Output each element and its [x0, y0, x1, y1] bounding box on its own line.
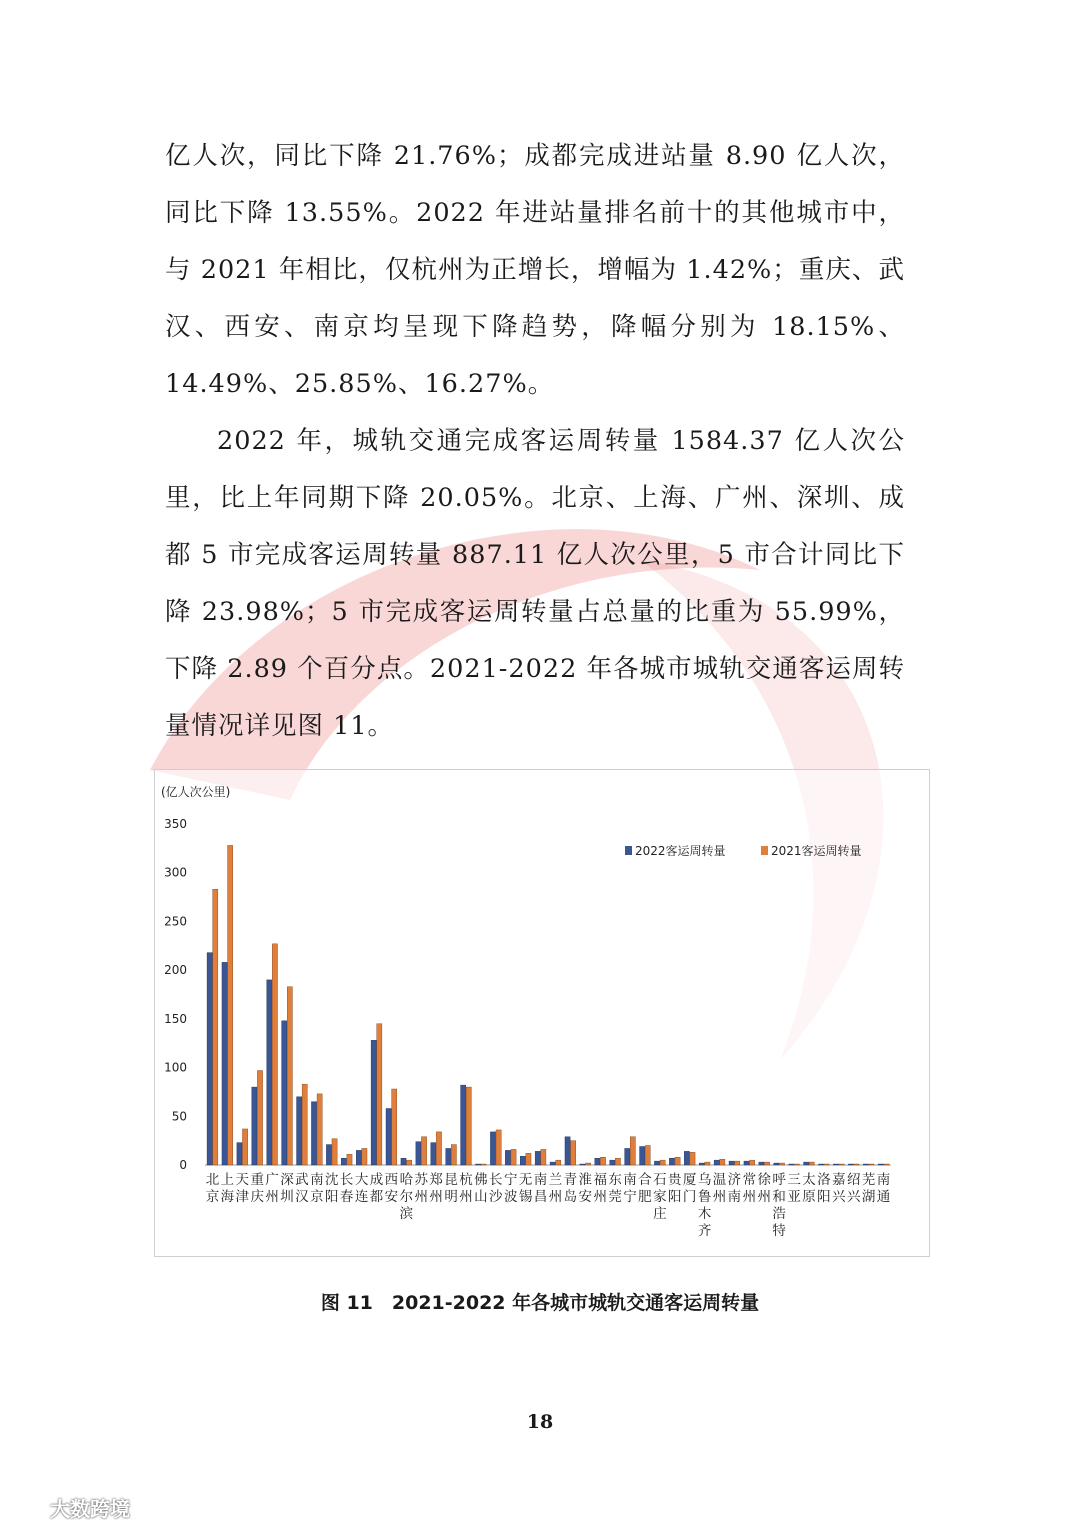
- x-tick-label: 武汉: [295, 1172, 309, 1205]
- x-tick-label: 嘉兴: [832, 1172, 846, 1205]
- x-tick-label: 合肥: [638, 1172, 652, 1205]
- x-tick-label: 兰州: [548, 1172, 563, 1205]
- y-axis-label: (亿人次公里): [161, 785, 231, 799]
- x-tick-label: 三亚: [787, 1172, 801, 1205]
- x-tick-label: 常州: [742, 1172, 757, 1205]
- bar-2022: [222, 962, 227, 1165]
- bar-2021: [600, 1157, 605, 1165]
- legend-label-2021: 2021客运周转量: [771, 844, 862, 858]
- bar-2022: [446, 1148, 451, 1165]
- x-tick-label: 大连: [354, 1172, 369, 1205]
- x-tick-label: 郑州: [429, 1172, 443, 1205]
- bar-2021: [392, 1089, 397, 1165]
- x-tick-label: 北京: [205, 1172, 220, 1205]
- x-tick-label: 长春: [339, 1172, 354, 1205]
- bar-2022: [475, 1164, 480, 1165]
- figure-11: [154, 769, 930, 1257]
- bar-2021: [466, 1087, 471, 1165]
- bar-2021: [839, 1164, 844, 1165]
- x-tick-label: 乌鲁木齐: [697, 1172, 712, 1239]
- bar-2022: [848, 1164, 853, 1165]
- x-tick-label: 沈阳: [325, 1172, 339, 1205]
- bar-2022: [386, 1108, 391, 1165]
- x-tick-label: 济南: [727, 1172, 742, 1205]
- x-tick-label: 东莞: [608, 1172, 622, 1205]
- bar-2021: [824, 1164, 829, 1165]
- bar-2022: [252, 1087, 257, 1165]
- brand-logo-icon: [10, 1496, 46, 1518]
- bar-2022: [640, 1146, 645, 1165]
- bar-2021: [869, 1164, 874, 1165]
- bar-2021: [228, 845, 233, 1165]
- bar-2021: [720, 1159, 725, 1165]
- x-tick-label: 芜湖: [861, 1172, 876, 1205]
- x-tick-label: 淮安: [578, 1172, 593, 1205]
- bar-2022: [401, 1158, 406, 1165]
- bar-2021: [794, 1164, 799, 1165]
- bar-2021: [362, 1148, 367, 1165]
- x-tick-label: 贵阳: [668, 1172, 682, 1205]
- bar-2021: [884, 1164, 889, 1165]
- bar-2022: [505, 1150, 510, 1165]
- figure-caption: 图 11 2021-2022 年各城市城轨交通客运周转量: [320, 1292, 760, 1314]
- bar-2022: [490, 1132, 495, 1165]
- paragraph-2: 2022 年，城轨交通完成客运周转量 1584.37 亿人次公里，比上年同期下降 20.05%。北京、上海、广州、深圳、成都 5 市完成客运周转量 887.11 亿人次公里，5 市合计同比下降 23.98%；5 市完成客运周转量占总量的比重为 55.99%，下降 2.89 个百分点。2021-2022 年各城市城轨交通客运周转量情况详见图 11。: [165, 426, 905, 741]
- bar-2021: [302, 1084, 307, 1165]
- y-tick-label: 200: [164, 963, 187, 978]
- bar-2021: [660, 1160, 665, 1165]
- bar-2022: [729, 1161, 734, 1165]
- bar-2021: [526, 1153, 531, 1165]
- bar-2021: [213, 889, 218, 1165]
- y-tick-label: 350: [164, 817, 187, 831]
- bar-2022: [565, 1137, 570, 1165]
- x-tick-label: 苏州: [414, 1172, 428, 1205]
- x-tick-label: 呼和浩特: [772, 1172, 786, 1239]
- y-tick-label: 0: [179, 1158, 187, 1172]
- bar-2022: [684, 1151, 689, 1165]
- x-tick-label: 温州: [712, 1172, 727, 1205]
- bar-2021: [615, 1158, 620, 1165]
- x-tick-label: 昆明: [444, 1172, 458, 1205]
- bar-2022: [431, 1143, 436, 1165]
- bar-2022: [297, 1097, 302, 1165]
- bar-2022: [833, 1164, 838, 1165]
- bar-2022: [267, 980, 272, 1165]
- bar-2021: [451, 1145, 456, 1165]
- y-tick-label: 300: [164, 865, 187, 880]
- x-tick-label: 无锡: [518, 1172, 533, 1205]
- bar-2022: [878, 1164, 883, 1165]
- bar-2022: [804, 1162, 809, 1165]
- bar-2021: [272, 944, 277, 1165]
- x-tick-label: 厦门: [682, 1172, 697, 1205]
- y-tick-label: 100: [164, 1060, 187, 1075]
- bar-2022: [371, 1040, 376, 1165]
- bar-2022: [535, 1151, 540, 1165]
- x-tick-label: 成都: [369, 1172, 384, 1205]
- bar-2021: [809, 1162, 814, 1165]
- x-tick-label: 洛阳: [817, 1172, 831, 1205]
- bar-2021: [645, 1146, 650, 1165]
- paragraph-1: 亿人次，同比下降 21.76%；成都完成进站量 8.90 亿人次，同比下降 13.55%。2022 年进站量排名前十的其他城市中，与 2021 年相比，仅杭州为正增长，增幅为 1.42%；重庆、武汉、西安、南京均呈现下降趋势，降幅分别为 18.15%、14.49%、25.85%、16.27%。: [165, 141, 905, 399]
- bar-2021: [541, 1149, 546, 1165]
- x-tick-label: 天津: [235, 1172, 250, 1205]
- bar-2022: [520, 1156, 525, 1165]
- bar-2021: [750, 1160, 755, 1165]
- bar-2021: [242, 1129, 247, 1165]
- bar-2022: [714, 1160, 719, 1165]
- bar-2022: [610, 1160, 615, 1165]
- bar-2022: [341, 1158, 346, 1165]
- bar-2021: [556, 1160, 561, 1165]
- x-tick-label: 绍兴: [846, 1172, 861, 1205]
- y-tick-label: 150: [164, 1011, 187, 1026]
- bar-2021: [511, 1149, 516, 1165]
- bar-2022: [744, 1161, 749, 1165]
- bar-2022: [282, 1021, 287, 1165]
- x-tick-label: 深圳: [280, 1172, 294, 1205]
- bar-2021: [571, 1141, 576, 1165]
- bar-2022: [654, 1161, 659, 1165]
- x-tick-label: 福州: [593, 1172, 607, 1205]
- bar-2022: [311, 1102, 316, 1165]
- brand-mark: [10, 1492, 130, 1522]
- bar-2022: [625, 1148, 630, 1165]
- bar-2022: [237, 1143, 242, 1165]
- x-tick-label: 南京: [310, 1172, 324, 1205]
- x-tick-label: 杭州: [459, 1172, 473, 1205]
- bar-2021: [436, 1132, 441, 1165]
- bar-2022: [550, 1162, 555, 1165]
- bar-2021: [257, 1070, 262, 1165]
- bar-2021: [705, 1162, 710, 1165]
- x-tick-label: 重庆: [250, 1172, 264, 1205]
- legend-label-2022: 2022客运周转量: [635, 844, 726, 858]
- x-tick-label: 宁波: [503, 1172, 518, 1205]
- bar-2022: [818, 1164, 823, 1165]
- bar-2022: [356, 1150, 361, 1165]
- body-text: [165, 128, 905, 755]
- bar-2021: [421, 1137, 426, 1165]
- x-tick-label: 佛山: [474, 1172, 488, 1205]
- bar-2022: [699, 1163, 704, 1165]
- bar-2022: [759, 1162, 764, 1165]
- bar-2021: [496, 1130, 501, 1165]
- x-tick-label: 徐州: [757, 1172, 771, 1205]
- bar-2021: [317, 1094, 322, 1165]
- y-tick-label: 50: [171, 1109, 187, 1124]
- x-tick-label: 石家庄: [653, 1172, 667, 1222]
- bar-2022: [580, 1164, 585, 1165]
- bar-2022: [774, 1163, 779, 1165]
- bar-2021: [675, 1157, 680, 1165]
- bar-2021: [407, 1160, 412, 1165]
- brand-label: 大数跨境: [50, 1496, 130, 1521]
- legend-swatch-2021: [761, 846, 768, 855]
- bar-2022: [595, 1158, 600, 1165]
- legend-swatch-2022: [625, 846, 632, 855]
- bar-2021: [630, 1137, 635, 1165]
- y-tick-label: 250: [164, 914, 187, 929]
- bar-2022: [207, 953, 212, 1165]
- bar-2022: [789, 1164, 794, 1165]
- x-tick-label: 太原: [802, 1172, 816, 1205]
- bar-2021: [377, 1024, 382, 1165]
- x-tick-label: 南昌: [533, 1172, 548, 1205]
- bar-2021: [690, 1152, 695, 1165]
- x-tick-label: 青岛: [563, 1172, 578, 1205]
- bar-2021: [347, 1154, 352, 1165]
- bar-2022: [863, 1164, 868, 1165]
- bar-2021: [764, 1162, 769, 1165]
- bar-2022: [416, 1142, 421, 1165]
- x-tick-label: 南宁: [623, 1172, 637, 1205]
- x-tick-label: 广州: [265, 1172, 279, 1205]
- bar-2021: [481, 1164, 486, 1165]
- bar-2021: [779, 1163, 784, 1165]
- bar-2022: [461, 1085, 466, 1165]
- bar-2021: [287, 987, 292, 1165]
- bar-2021: [854, 1164, 859, 1165]
- x-tick-label: 西安: [384, 1172, 399, 1205]
- x-tick-label: 长沙: [489, 1172, 503, 1205]
- bar-2021: [585, 1163, 590, 1165]
- x-tick-label: 哈尔滨: [399, 1172, 414, 1222]
- page-number: 18: [526, 1411, 554, 1433]
- x-tick-label: 南通: [876, 1172, 891, 1205]
- bar-2021: [332, 1139, 337, 1165]
- bar-chart: [155, 770, 929, 1256]
- x-tick-label: 上海: [220, 1172, 235, 1205]
- bar-2022: [326, 1145, 331, 1165]
- bar-2022: [669, 1158, 674, 1165]
- bar-2021: [735, 1161, 740, 1165]
